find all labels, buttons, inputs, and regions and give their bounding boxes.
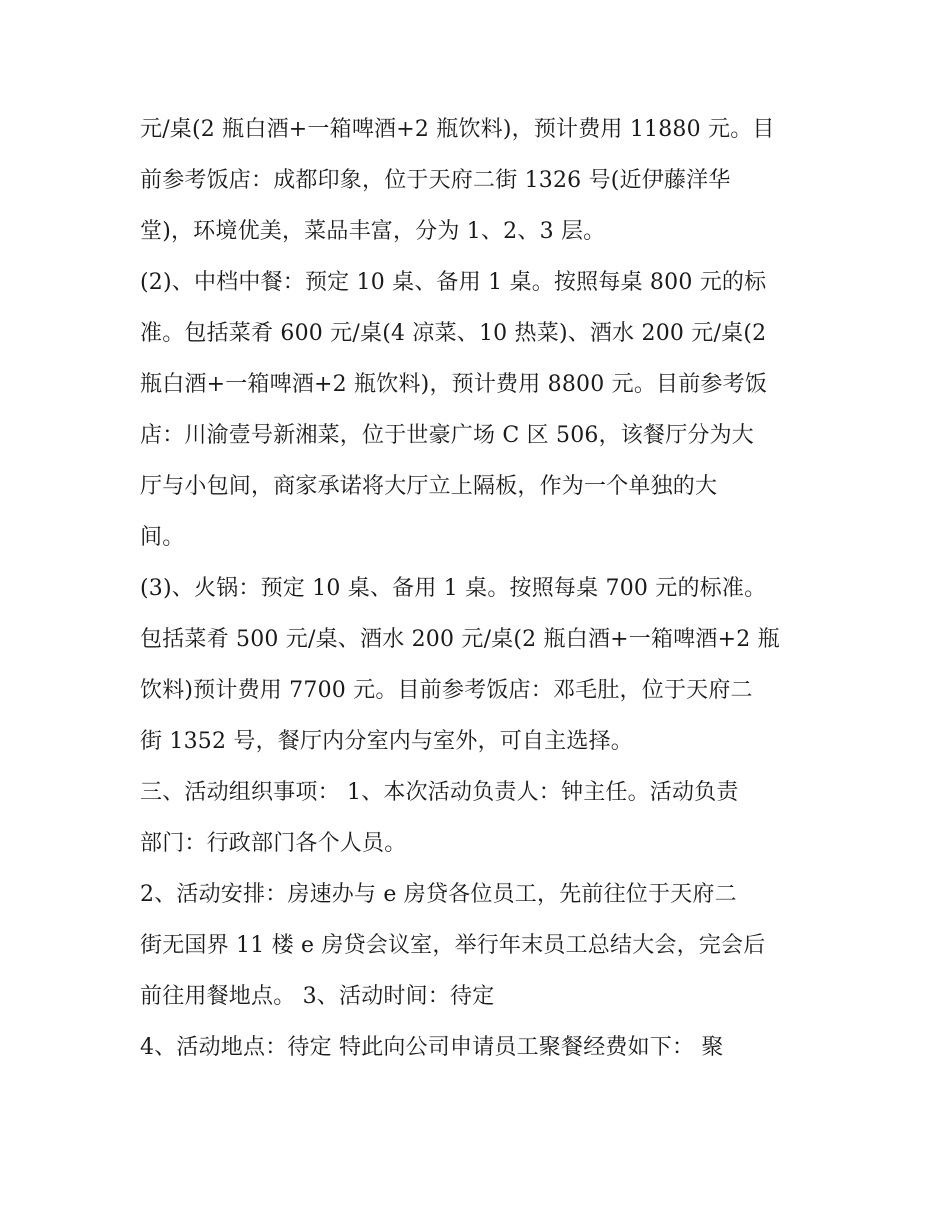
text-line: 准。包括菜肴 600 元/桌(4 凉菜、10 热菜)、酒水 200 元/桌(2 [140,321,767,346]
text-line: 饮料)预计费用 7700 元。目前参考饭店：邓毛肚，位于天府二 [140,678,753,703]
text-line: 4、活动地点：待定 特此向公司申请员工聚餐经费如下： 聚 [140,1035,724,1060]
text-line: 间。 [140,525,185,550]
text-line: 三、活动组织事项： 1、本次活动负责人：钟主任。活动负责 [140,780,739,805]
text-line: (3)、火锅：预定 10 桌、备用 1 桌。按照每桌 700 元的标准。 [140,576,767,601]
text-line: 2、活动安排：房速办与 e 房贷各位员工，先前往位于天府二 [140,882,737,907]
text-line: 瓶白酒+一箱啤酒+2 瓶饮料)，预计费用 8800 元。目前参考饭 [140,372,768,397]
text-line: (2)、中档中餐：预定 10 桌、备用 1 桌。按照每桌 800 元的标 [140,270,767,295]
text-line: 包括菜肴 500 元/桌、酒水 200 元/桌(2 瓶白酒+一箱啤酒+2 瓶 [140,627,780,652]
text-line: 前参考饭店：成都印象，位于天府二街 1326 号(近伊藤洋华 [140,168,731,193]
text-line: 部门：行政部门各个人员。 [140,831,407,856]
text-line: 街 1352 号，餐厅内分室内与室外，可自主选择。 [140,729,633,754]
text-line: 店：川渝壹号新湘菜，位于世豪广场 C 区 506，该餐厅分为大 [140,423,755,448]
text-line: 元/桌(2 瓶白酒+一箱啤酒+2 瓶饮料)，预计费用 11880 元。目 [140,117,775,142]
text-line: 厅与小包间，商家承诺将大厅立上隔板，作为一个单独的大 [140,474,718,499]
text-line: 堂)，环境优美，菜品丰富，分为 1、2、3 层。 [140,219,606,244]
document-body [140,110,820,1079]
text-line: 街无国界 11 楼 e 房贷会议室，举行年末员工总结大会，完会后 [140,933,766,958]
text-line: 前往用餐地点。 3、活动时间：待定 [140,984,495,1009]
